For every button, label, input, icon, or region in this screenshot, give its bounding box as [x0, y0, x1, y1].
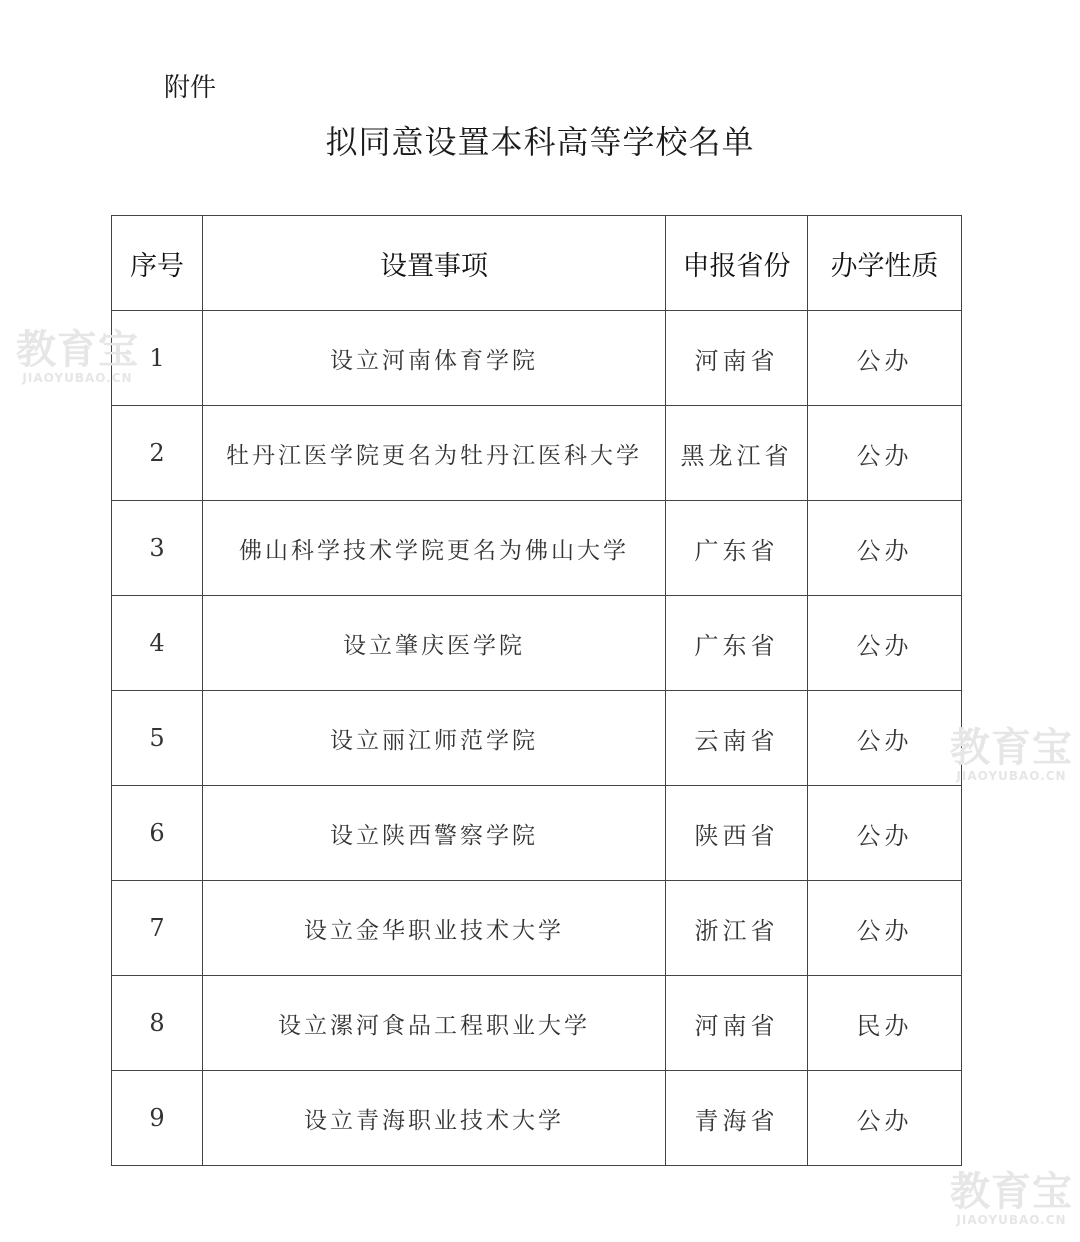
row-nature: 公办: [808, 501, 962, 596]
table-row: [112, 786, 962, 881]
watermark-left: [16, 327, 139, 385]
row-province: 云南省: [666, 691, 808, 786]
row-province: 青海省: [666, 1071, 808, 1166]
row-item: 设立河南体育学院: [203, 311, 666, 406]
table-row: [112, 596, 962, 691]
university-list-table: [111, 215, 962, 1166]
row-number: 8: [112, 976, 203, 1071]
header-nature: 办学性质: [808, 216, 962, 311]
table-row: [112, 881, 962, 976]
watermark-bottom-right: [950, 1169, 1073, 1227]
row-item: 佛山科学技术学院更名为佛山大学: [203, 501, 666, 596]
row-item: 设立金华职业技术大学: [203, 881, 666, 976]
table-row: [112, 406, 962, 501]
row-nature: 公办: [808, 406, 962, 501]
watermark-brand-en: JIAOYUBAO.CN: [22, 371, 133, 385]
row-item: 牡丹江医学院更名为牡丹江医科大学: [203, 406, 666, 501]
header-number: 序号: [112, 216, 203, 311]
row-province: 浙江省: [666, 881, 808, 976]
row-item: 设立青海职业技术大学: [203, 1071, 666, 1166]
watermark-brand-en: JIAOYUBAO.CN: [956, 1213, 1067, 1227]
row-nature: 公办: [808, 691, 962, 786]
row-number: 3: [112, 501, 203, 596]
table-row: [112, 311, 962, 406]
header-item: 设置事项: [203, 216, 666, 311]
row-province: 广东省: [666, 596, 808, 691]
row-number: 9: [112, 1071, 203, 1166]
table-row: [112, 501, 962, 596]
row-province: 广东省: [666, 501, 808, 596]
row-nature: 公办: [808, 786, 962, 881]
document-title: 拟同意设置本科高等学校名单: [325, 123, 755, 161]
watermark-right: [950, 725, 1073, 783]
row-nature: 民办: [808, 976, 962, 1071]
row-nature: 公办: [808, 881, 962, 976]
row-nature: 公办: [808, 596, 962, 691]
table-row: [112, 1071, 962, 1166]
attachment-label: 附件: [164, 73, 217, 103]
table-row: [112, 691, 962, 786]
row-nature: 公办: [808, 311, 962, 406]
row-province: 河南省: [666, 311, 808, 406]
row-item: 设立漯河食品工程职业大学: [203, 976, 666, 1071]
row-item: 设立陕西警察学院: [203, 786, 666, 881]
row-number: 5: [112, 691, 203, 786]
watermark-brand-cn: 教育宝: [16, 327, 139, 373]
row-number: 6: [112, 786, 203, 881]
table-row: [112, 976, 962, 1071]
row-nature: 公办: [808, 1071, 962, 1166]
row-item: 设立丽江师范学院: [203, 691, 666, 786]
row-number: 1: [112, 311, 203, 406]
row-province: 河南省: [666, 976, 808, 1071]
header-province: 申报省份: [666, 216, 808, 311]
watermark-brand-cn: 教育宝: [950, 1169, 1073, 1215]
row-number: 2: [112, 406, 203, 501]
watermark-brand-en: JIAOYUBAO.CN: [956, 769, 1067, 783]
row-number: 7: [112, 881, 203, 976]
row-province: 黑龙江省: [666, 406, 808, 501]
row-province: 陕西省: [666, 786, 808, 881]
watermark-brand-cn: 教育宝: [950, 725, 1073, 771]
row-item: 设立肇庆医学院: [203, 596, 666, 691]
row-number: 4: [112, 596, 203, 691]
table-header-row: [112, 216, 962, 311]
